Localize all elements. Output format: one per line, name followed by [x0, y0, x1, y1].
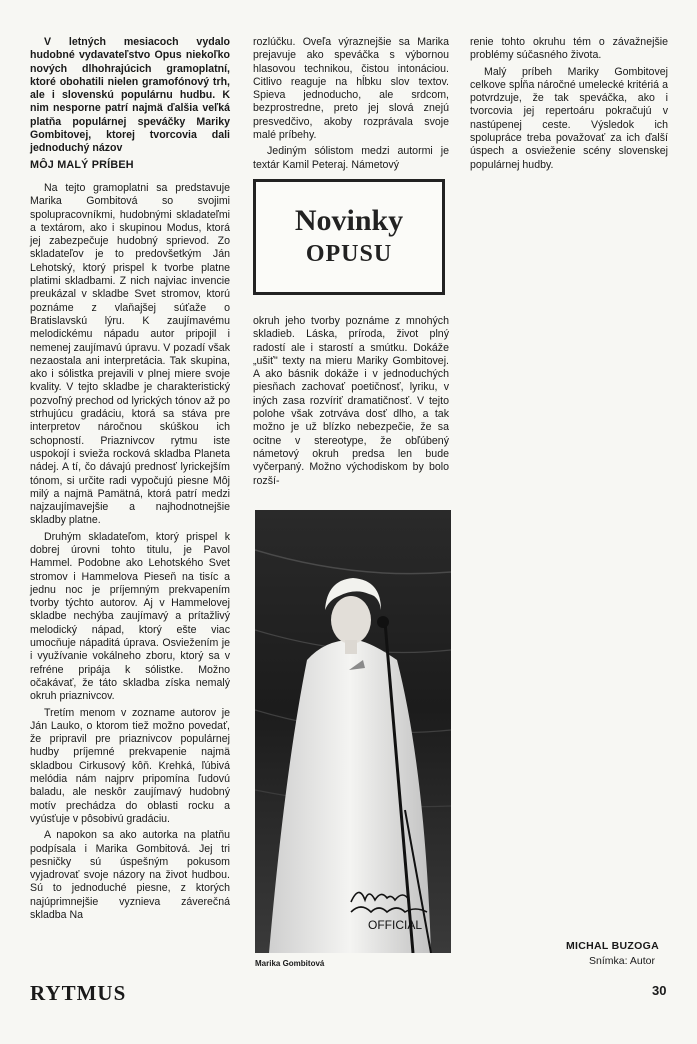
- column-middle-top: [253, 36, 449, 175]
- paragraph: A napokon sa ako autorka na platňu podpísala i Marika Gombitová. Jej tri pesničky sú úspešným pokusom vyjadrovať svoje názory na život hudbou. Sú to jednoduché piesne, z ktorých najúprimnejšie vyznieva záverečná skladba Na: [30, 829, 230, 921]
- photo-credit: Snímka: Autor: [589, 955, 655, 967]
- headline-line-2: OPUSU: [305, 241, 393, 267]
- official-stamp: OFFICIAL: [368, 918, 423, 932]
- paragraph: Malý príbeh Mariky Gombitovej celkove spĺňa náročné umelecké kritériá a potvrdzuje, že tak speváčka, ako i tvorcovia jej repertoáru pokračujú v nastúpenej ceste. Výsledok ich spolupráce treba považovať za ich ďalší úspech a osvieženie scény slovenskej populárnej hudby.: [470, 65, 668, 171]
- headline-line-1: Novinky: [294, 204, 404, 237]
- page-number: 30: [652, 983, 667, 998]
- paragraph: Jediným sólistom medzi autormi je textár Kamil Peteraj. Námetový: [253, 145, 449, 171]
- magazine-logo: RYTMUS: [30, 981, 127, 1005]
- column-middle-bottom: [253, 315, 449, 491]
- paragraph: Tretím menom v zozname autorov je Ján Lauko, o ktorom tiež možno povedať, že pripravil pre priaznivcov populárnej hudby príjemné prekvapenie najmä skladbou Cirkusový kôň. Krehká, ľúbivá melódia nám najprv pripomína ľudovú baladu, ale neskôr zaujímavý hudobný motív prechádza do oblasti rocku a vyúsťuje v pôsobivú gradáciu.: [30, 706, 230, 825]
- column-left: [30, 36, 230, 925]
- section-heading: MÔJ MALÝ PRÍBEH: [30, 158, 134, 171]
- paragraph: renie tohto okruhu tém o závažnejšie problémy súčasného života.: [470, 36, 668, 62]
- paragraph: Druhým skladateľom, ktorý prispel k dobrej úrovni tohto titulu, je Pavol Hammel. Podobne ako Lehotského Svet stromov i Hammelova Pieseň na tisíc a jednu noc je príjemným prekvapením tvorby týchto autorov. Aj v Hammelovej skladbe nechýba zaujímavý a prítažlivý melodický nápad, ktorý ešte viac umocňuje nápaditá úprava. Osviežením je i využívanie vokálneho zboru, ktorý sa v refréne pripája k sólistke. Možno očakávať, že táto skladba získa nemalý okruh priaznivcov.: [30, 530, 230, 703]
- paragraph: okruh jeho tvorby poznáme z mnohých skladieb. Láska, príroda, život plný radostí ale i starostí a smútku. Dokáže „ušiť" texty na mieru Mariky Gombitovej. A ako básnik dokáže i v jednoduchých piesňach zachovať poetičnosť, lyriku, v iných zasa rozvíriť dramatičnosť. V tejto polohe však zotrváva dosť dlho, a tak možno je už blízko nebezpečie, že sa ocitne v stereotype, že obľúbený námetový okruh predsa len bude vyčerpaný. Možno východiskom by bolo rozší-: [253, 315, 449, 487]
- article-lead: V letných mesiacoch vydalo hudobné vydavateľstvo Opus niekoľko nových dlhohrajúcich gramoplatní, ktoré obohatili nielen gramofónový trh, ale i slovenskú populárnu hudbu. K nim nesporne patrí najmä ďalšia veľká platňa populárnej speváčky Mariky Gombitovej, ktorej tvorcovia dali jednoduchý názov: [30, 36, 230, 155]
- signature-graphic: [347, 882, 437, 918]
- headline-box: [253, 179, 445, 295]
- column-right: [470, 36, 668, 175]
- singer-photo: [255, 510, 451, 953]
- paragraph: rozlúčku. Oveľa výraznejšie sa Marika prejavuje ako speváčka s výbornou hlasovou technikou, čistou intonáciou. Citlivo reaguje na hĺbku slov textov. Spieva jednoducho, ale srdcom, bezprostredne, preto jej slová znejú presvedčivo, akoby rozprávala svoje malé príbehy.: [253, 36, 449, 142]
- photo-caption: Marika Gombitová: [255, 959, 325, 968]
- article-author: MICHAL BUZOGA: [566, 940, 659, 952]
- paragraph: Na tejto gramoplatni sa predstavuje Marika Gombitová so svojimi spolupracovníkmi, hudobnými skladateľmi a textárom, ako i skupinou Modus, ktorá jej zabezpečuje hudobný sprievod. Zo skladateľov je to predovšetkým Ján Lehotský, ktorý prispel k tvorbe platne platimi skladbami. Z nich najviac invencie preukázal v skladbe Svet stromov, ktorú poznáme z vlaňajšej súťaže o Bratislavskú lýru. K zaujímavému melodickému nápadu autor pripojil i nemenej zaujímavú úpravu. V pozadí však nezaostala ani interpretácia. Tak skupina, ako i sólistka prejavili v plnej miere svoje kvality. V tejto skladbe je charakteristický pozvoľný prechod od lyrických tónov až po strhujúcu gradáciu, ktorá sa stáva pre interpretov náročnou skúškou ich schopností. Priaznivcov rytmu iste uspokojí i svieža rocková skladba Planeta nádej. A tí, čo dávajú prednosť lyrickejším tónom, si určite radi vypočujú piesne Môj milý a najmä Pamätná, ktorá patrí medzi najzaujímavejšie a najhodnotnejšie skladby platne.: [30, 181, 230, 527]
